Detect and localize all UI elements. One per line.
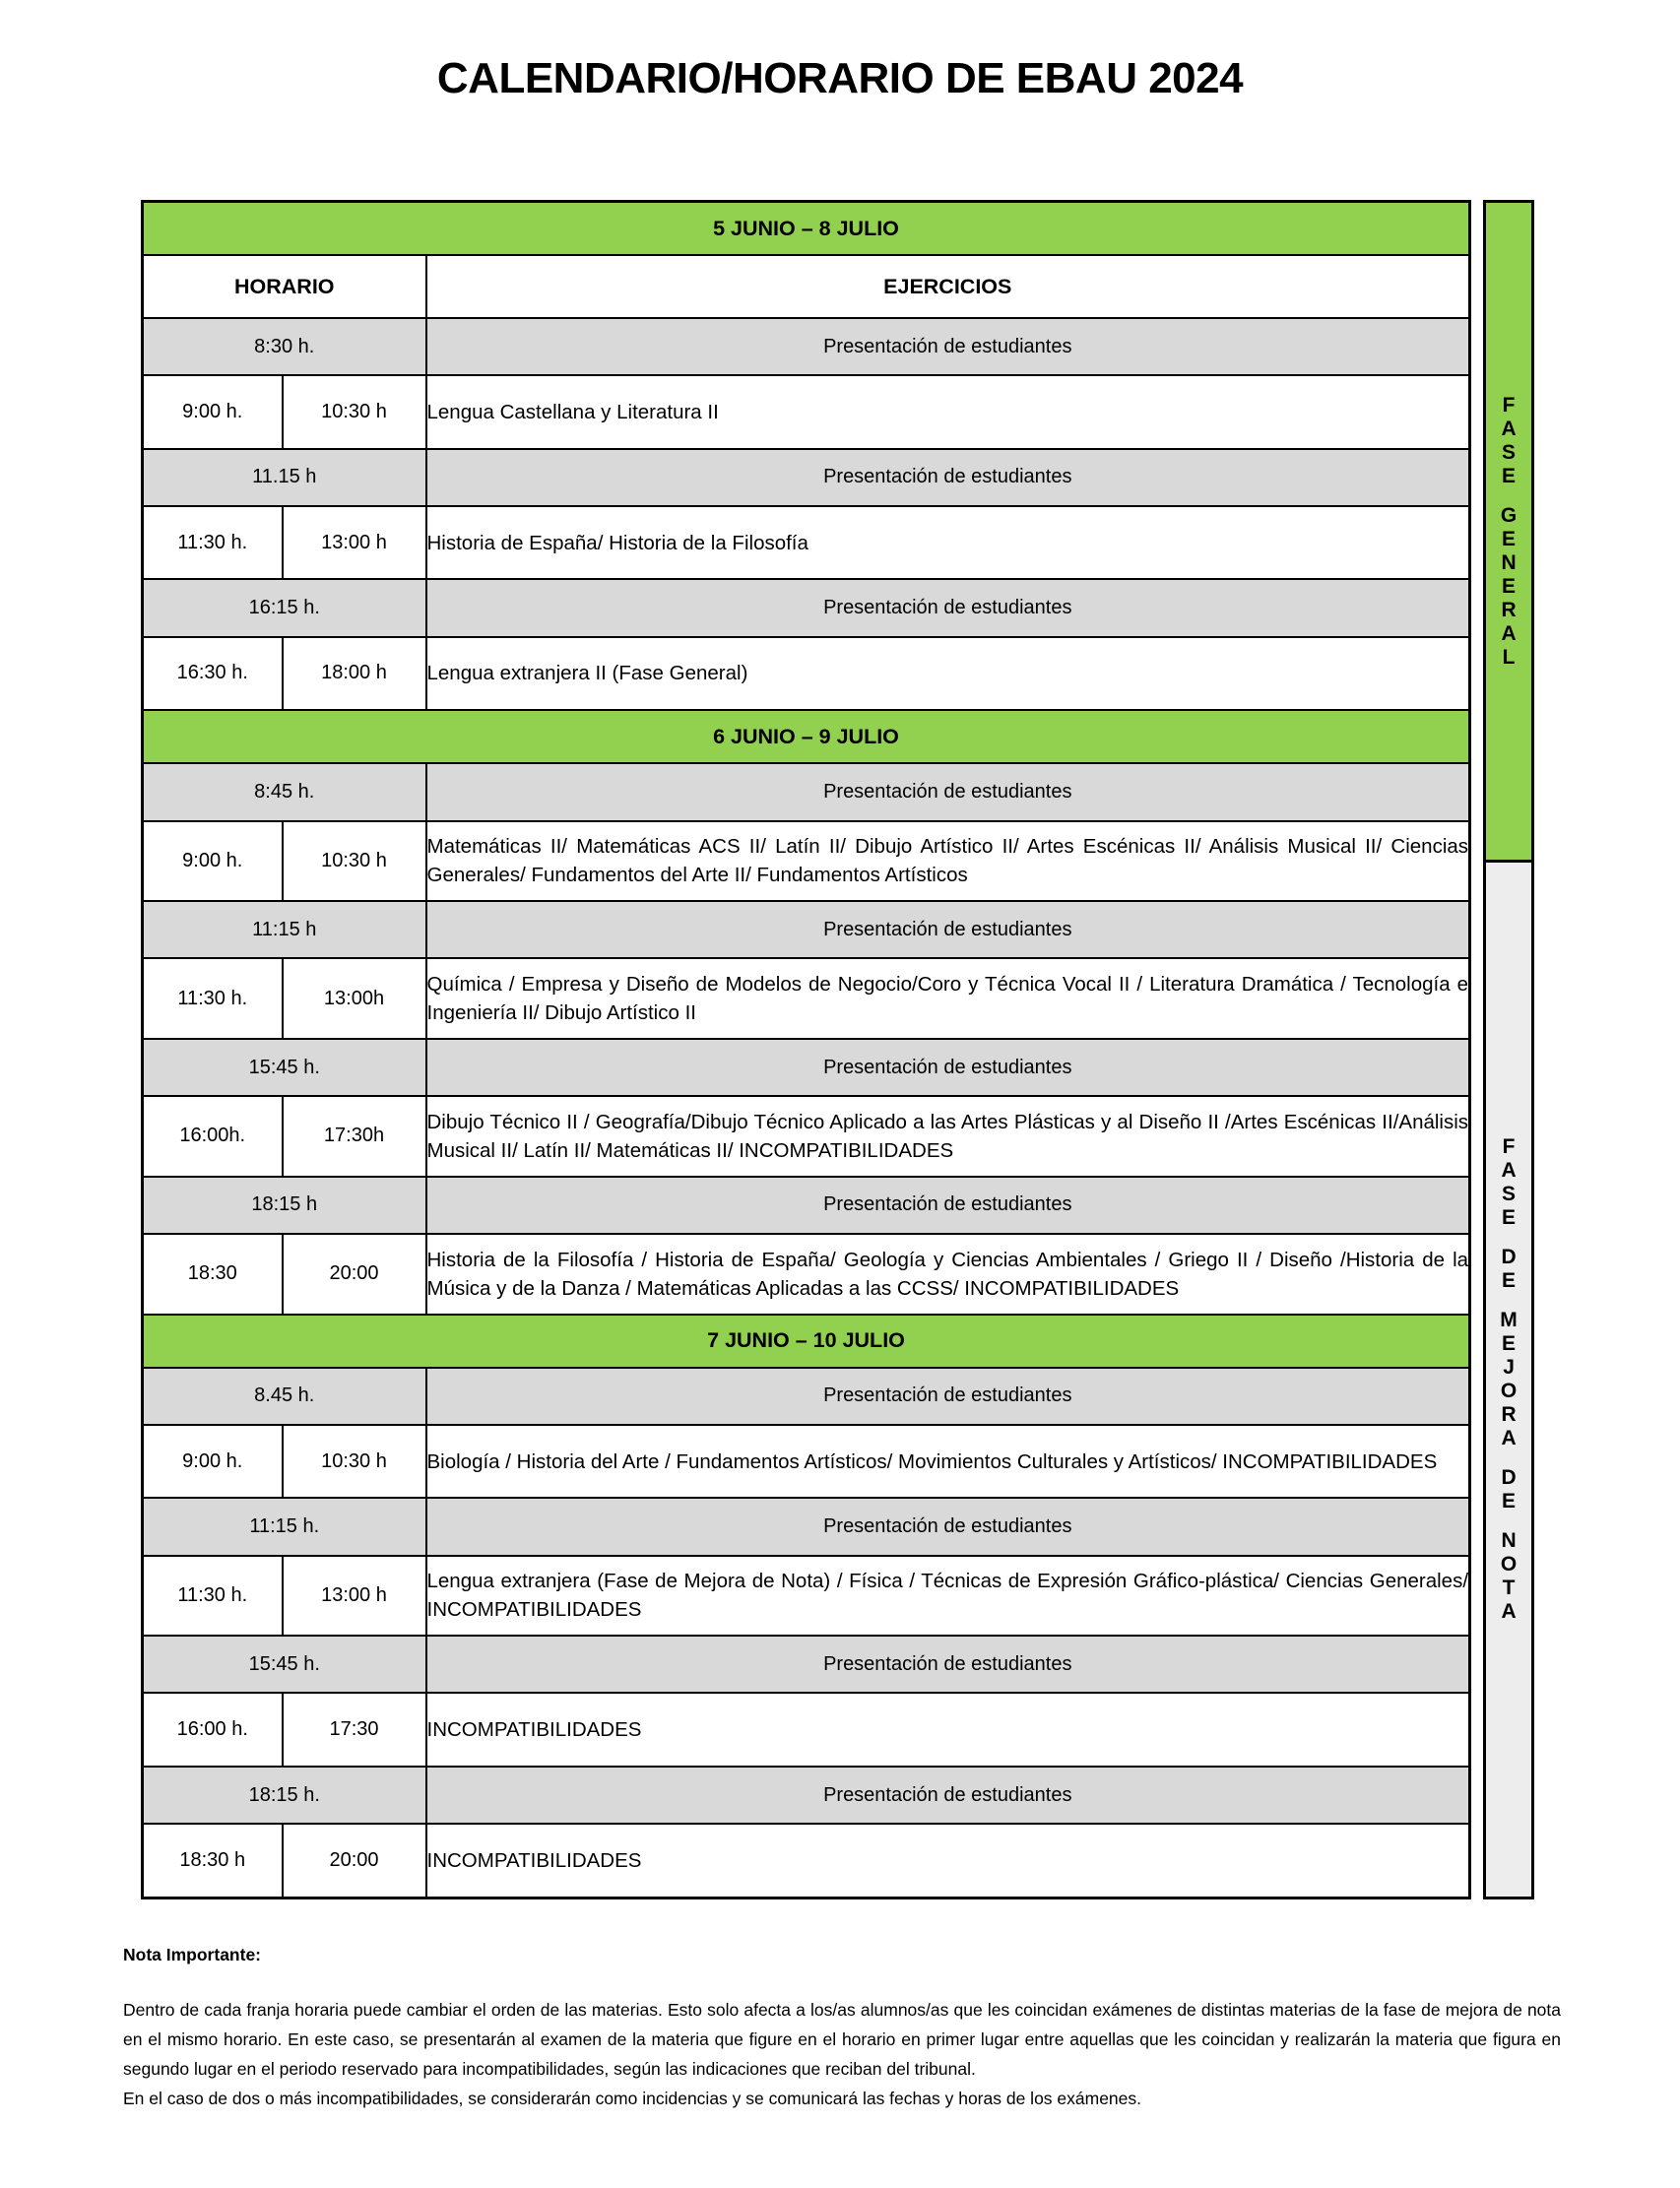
- exam-end-time: 20:00: [283, 1824, 426, 1898]
- presentation-row: [143, 901, 1470, 958]
- exam-row: [143, 1425, 1470, 1498]
- phase-segment-fase-general: [1486, 203, 1531, 863]
- section-band-row: [143, 1315, 1470, 1368]
- phase-letter: N: [1501, 550, 1517, 574]
- phase-letter: E: [1502, 1332, 1517, 1355]
- exam-subjects: Lengua extranjera (Fase de Mejora de Nota) / Física / Técnicas de Expresión Gráfico-plástica/ Ciencias Generales/ INCOMPATIBILIDADES: [426, 1556, 1470, 1637]
- phase-letter: A: [1501, 417, 1517, 440]
- phase-letter: M: [1500, 1309, 1518, 1331]
- section-band-label: 5 JUNIO – 8 JULIO: [143, 202, 1470, 256]
- phase-letter: E: [1502, 527, 1517, 550]
- phase-segment-fase-mejora-nota: [1486, 863, 1531, 1897]
- presentation-label: Presentación de estudiantes: [426, 763, 1470, 820]
- presentation-time: 8:45 h.: [143, 763, 426, 820]
- column-header-row: [143, 255, 1470, 318]
- phase-letter: E: [1502, 1269, 1517, 1292]
- exam-start-time: 16:00 h.: [143, 1693, 283, 1766]
- column-header-horario: HORARIO: [143, 255, 426, 318]
- note-paragraph-2: En el caso de dos o más incompatibilidades, se considerarán como incidencias y se comunicará las fechas y horas de los exámenes.: [123, 2089, 1142, 2109]
- exam-start-time: 18:30: [143, 1234, 283, 1315]
- phase-letter: R: [1501, 1403, 1517, 1426]
- important-note: [123, 1945, 1561, 2113]
- presentation-time: 18:15 h.: [143, 1767, 426, 1824]
- phase-letter: E: [1502, 1206, 1517, 1229]
- exam-row: [143, 1693, 1470, 1766]
- exam-end-time: 10:30 h: [283, 821, 426, 902]
- phase-letter: D: [1501, 1246, 1517, 1268]
- presentation-row: [143, 579, 1470, 636]
- phase-letter: F: [1502, 393, 1516, 417]
- phase-letter: A: [1501, 1159, 1517, 1182]
- exam-start-time: 11:30 h.: [143, 958, 283, 1039]
- presentation-label: Presentación de estudiantes: [426, 1498, 1470, 1555]
- presentation-time: 16:15 h.: [143, 579, 426, 636]
- presentation-time: 15:45 h.: [143, 1636, 426, 1693]
- section-band-row: [143, 202, 1470, 256]
- page-title: CALENDARIO/HORARIO DE EBAU 2024: [436, 54, 1244, 102]
- presentation-time: 11:15 h: [143, 901, 426, 958]
- phase-letter: N: [1501, 1529, 1517, 1552]
- presentation-label: Presentación de estudiantes: [426, 1767, 1470, 1824]
- exam-subjects: Matemáticas II/ Matemáticas ACS II/ Latín II/ Dibujo Artístico II/ Artes Escénicas II/ Análisis Musical II/ Ciencias Generales/ Fundamentos del Arte II/ Fundamentos Artísticos: [426, 821, 1470, 902]
- exam-end-time: 13:00 h: [283, 1556, 426, 1637]
- presentation-row: [143, 449, 1470, 506]
- phase-letter: A: [1501, 1600, 1517, 1623]
- exam-end-time: 10:30 h: [283, 375, 426, 448]
- phase-letter: G: [1500, 503, 1518, 527]
- calendar-table-body: [143, 202, 1470, 1898]
- exam-row: [143, 506, 1470, 579]
- phase-letter: E: [1502, 464, 1517, 487]
- presentation-label: Presentación de estudiantes: [426, 449, 1470, 506]
- presentation-row: [143, 318, 1470, 375]
- exam-start-time: 11:30 h.: [143, 1556, 283, 1637]
- phase-letter: A: [1501, 621, 1517, 645]
- phase-column: [1483, 200, 1534, 1899]
- exam-row: [143, 821, 1470, 902]
- exam-row: [143, 1096, 1470, 1177]
- exam-start-time: 18:30 h: [143, 1824, 283, 1898]
- exam-end-time: 17:30h: [283, 1096, 426, 1177]
- presentation-row: [143, 1039, 1470, 1096]
- presentation-label: Presentación de estudiantes: [426, 1368, 1470, 1425]
- presentation-time: 11:15 h.: [143, 1498, 426, 1555]
- exam-start-time: 11:30 h.: [143, 506, 283, 579]
- exam-start-time: 9:00 h.: [143, 375, 283, 448]
- note-title: Nota Importante:: [123, 1945, 261, 1964]
- section-band-label: 7 JUNIO – 10 JULIO: [143, 1315, 1470, 1368]
- exam-subjects: Química / Empresa y Diseño de Modelos de Negocio/Coro y Técnica Vocal II / Literatura Dramática / Tecnología e Ingeniería II/ Dibujo Artístico II: [426, 958, 1470, 1039]
- exam-row: [143, 375, 1470, 448]
- exam-start-time: 9:00 h.: [143, 821, 283, 902]
- phase-letter: O: [1500, 1380, 1518, 1402]
- exam-subjects: INCOMPATIBILIDADES: [426, 1693, 1470, 1766]
- calendar-table: [141, 200, 1471, 1899]
- presentation-label: Presentación de estudiantes: [426, 318, 1470, 375]
- presentation-label: Presentación de estudiantes: [426, 901, 1470, 958]
- exam-row: [143, 637, 1470, 710]
- phase-letter: O: [1500, 1553, 1518, 1576]
- exam-end-time: 13:00h: [283, 958, 426, 1039]
- exam-subjects: Lengua extranjera II (Fase General): [426, 637, 1470, 710]
- presentation-time: 8.45 h.: [143, 1368, 426, 1425]
- presentation-time: 15:45 h.: [143, 1039, 426, 1096]
- phase-letter: D: [1501, 1466, 1517, 1489]
- phase-letter: E: [1502, 574, 1517, 598]
- exam-end-time: 10:30 h: [283, 1425, 426, 1498]
- phase-letter: A: [1501, 1427, 1517, 1449]
- exam-end-time: 18:00 h: [283, 637, 426, 710]
- phase-letter: T: [1502, 1577, 1516, 1599]
- phase-letter: S: [1502, 1183, 1517, 1205]
- presentation-row: [143, 1636, 1470, 1693]
- presentation-row: [143, 1498, 1470, 1555]
- exam-end-time: 17:30: [283, 1693, 426, 1766]
- phase-letter: J: [1503, 1356, 1515, 1379]
- presentation-label: Presentación de estudiantes: [426, 1636, 1470, 1693]
- exam-row: [143, 1556, 1470, 1637]
- presentation-row: [143, 1177, 1470, 1234]
- presentation-row: [143, 1368, 1470, 1425]
- exam-subjects: Dibujo Técnico II / Geografía/Dibujo Técnico Aplicado a las Artes Plásticas y al Diseño II /Artes Escénicas II/Análisis Musical II/ Latín II/ Matemáticas II/ INCOMPATIBILIDADES: [426, 1096, 1470, 1177]
- section-band-row: [143, 710, 1470, 763]
- presentation-label: Presentación de estudiantes: [426, 579, 1470, 636]
- phase-letter: F: [1502, 1135, 1516, 1158]
- presentation-row: [143, 763, 1470, 820]
- exam-end-time: 13:00 h: [283, 506, 426, 579]
- presentation-time: 11.15 h: [143, 449, 426, 506]
- column-header-ejercicios: EJERCICIOS: [426, 255, 1470, 318]
- exam-subjects: Historia de la Filosofía / Historia de España/ Geología y Ciencias Ambientales / Griego II / Diseño /Historia de la Música y de la Danza / Matemáticas Aplicadas a las CCSS/ INCOMPATIBILIDADES: [426, 1234, 1470, 1315]
- presentation-label: Presentación de estudiantes: [426, 1039, 1470, 1096]
- presentation-label: Presentación de estudiantes: [426, 1177, 1470, 1234]
- presentation-time: 18:15 h: [143, 1177, 426, 1234]
- exam-end-time: 20:00: [283, 1234, 426, 1315]
- exam-start-time: 9:00 h.: [143, 1425, 283, 1498]
- phase-letter: E: [1502, 1490, 1517, 1512]
- section-band-label: 6 JUNIO – 9 JULIO: [143, 710, 1470, 763]
- exam-subjects: Biología / Historia del Arte / Fundamentos Artísticos/ Movimientos Culturales y Artísticos/ INCOMPATIBILIDADES: [426, 1425, 1470, 1498]
- exam-subjects: INCOMPATIBILIDADES: [426, 1824, 1470, 1898]
- presentation-row: [143, 1767, 1470, 1824]
- exam-start-time: 16:00h.: [143, 1096, 283, 1177]
- presentation-time: 8:30 h.: [143, 318, 426, 375]
- exam-row: [143, 1824, 1470, 1898]
- exam-subjects: Lengua Castellana y Literatura II: [426, 375, 1470, 448]
- phase-letter: S: [1502, 440, 1517, 464]
- exam-subjects: Historia de España/ Historia de la Filosofía: [426, 506, 1470, 579]
- exam-row: [143, 1234, 1470, 1315]
- exam-start-time: 16:30 h.: [143, 637, 283, 710]
- exam-row: [143, 958, 1470, 1039]
- calendar-table-wrapper: [141, 200, 1551, 1899]
- phase-letter: L: [1502, 645, 1516, 669]
- phase-letter: R: [1501, 598, 1517, 621]
- note-paragraph-1: Dentro de cada franja horaria puede cambiar el orden de las materias. Esto solo afecta a los/as alumnos/as que les coincidan exámenes de distintas materias de la fase de mejora de nota en el mismo horario. En este caso, se presentarán al examen de la materia que figure en el horario en primer lugar entre aquellas que les coincidan y realizarán la materia que figura en segundo lugar en el periodo reservado para incompatibilidades, según las indicaciones que reciban del tribunal.: [123, 2000, 1561, 2080]
